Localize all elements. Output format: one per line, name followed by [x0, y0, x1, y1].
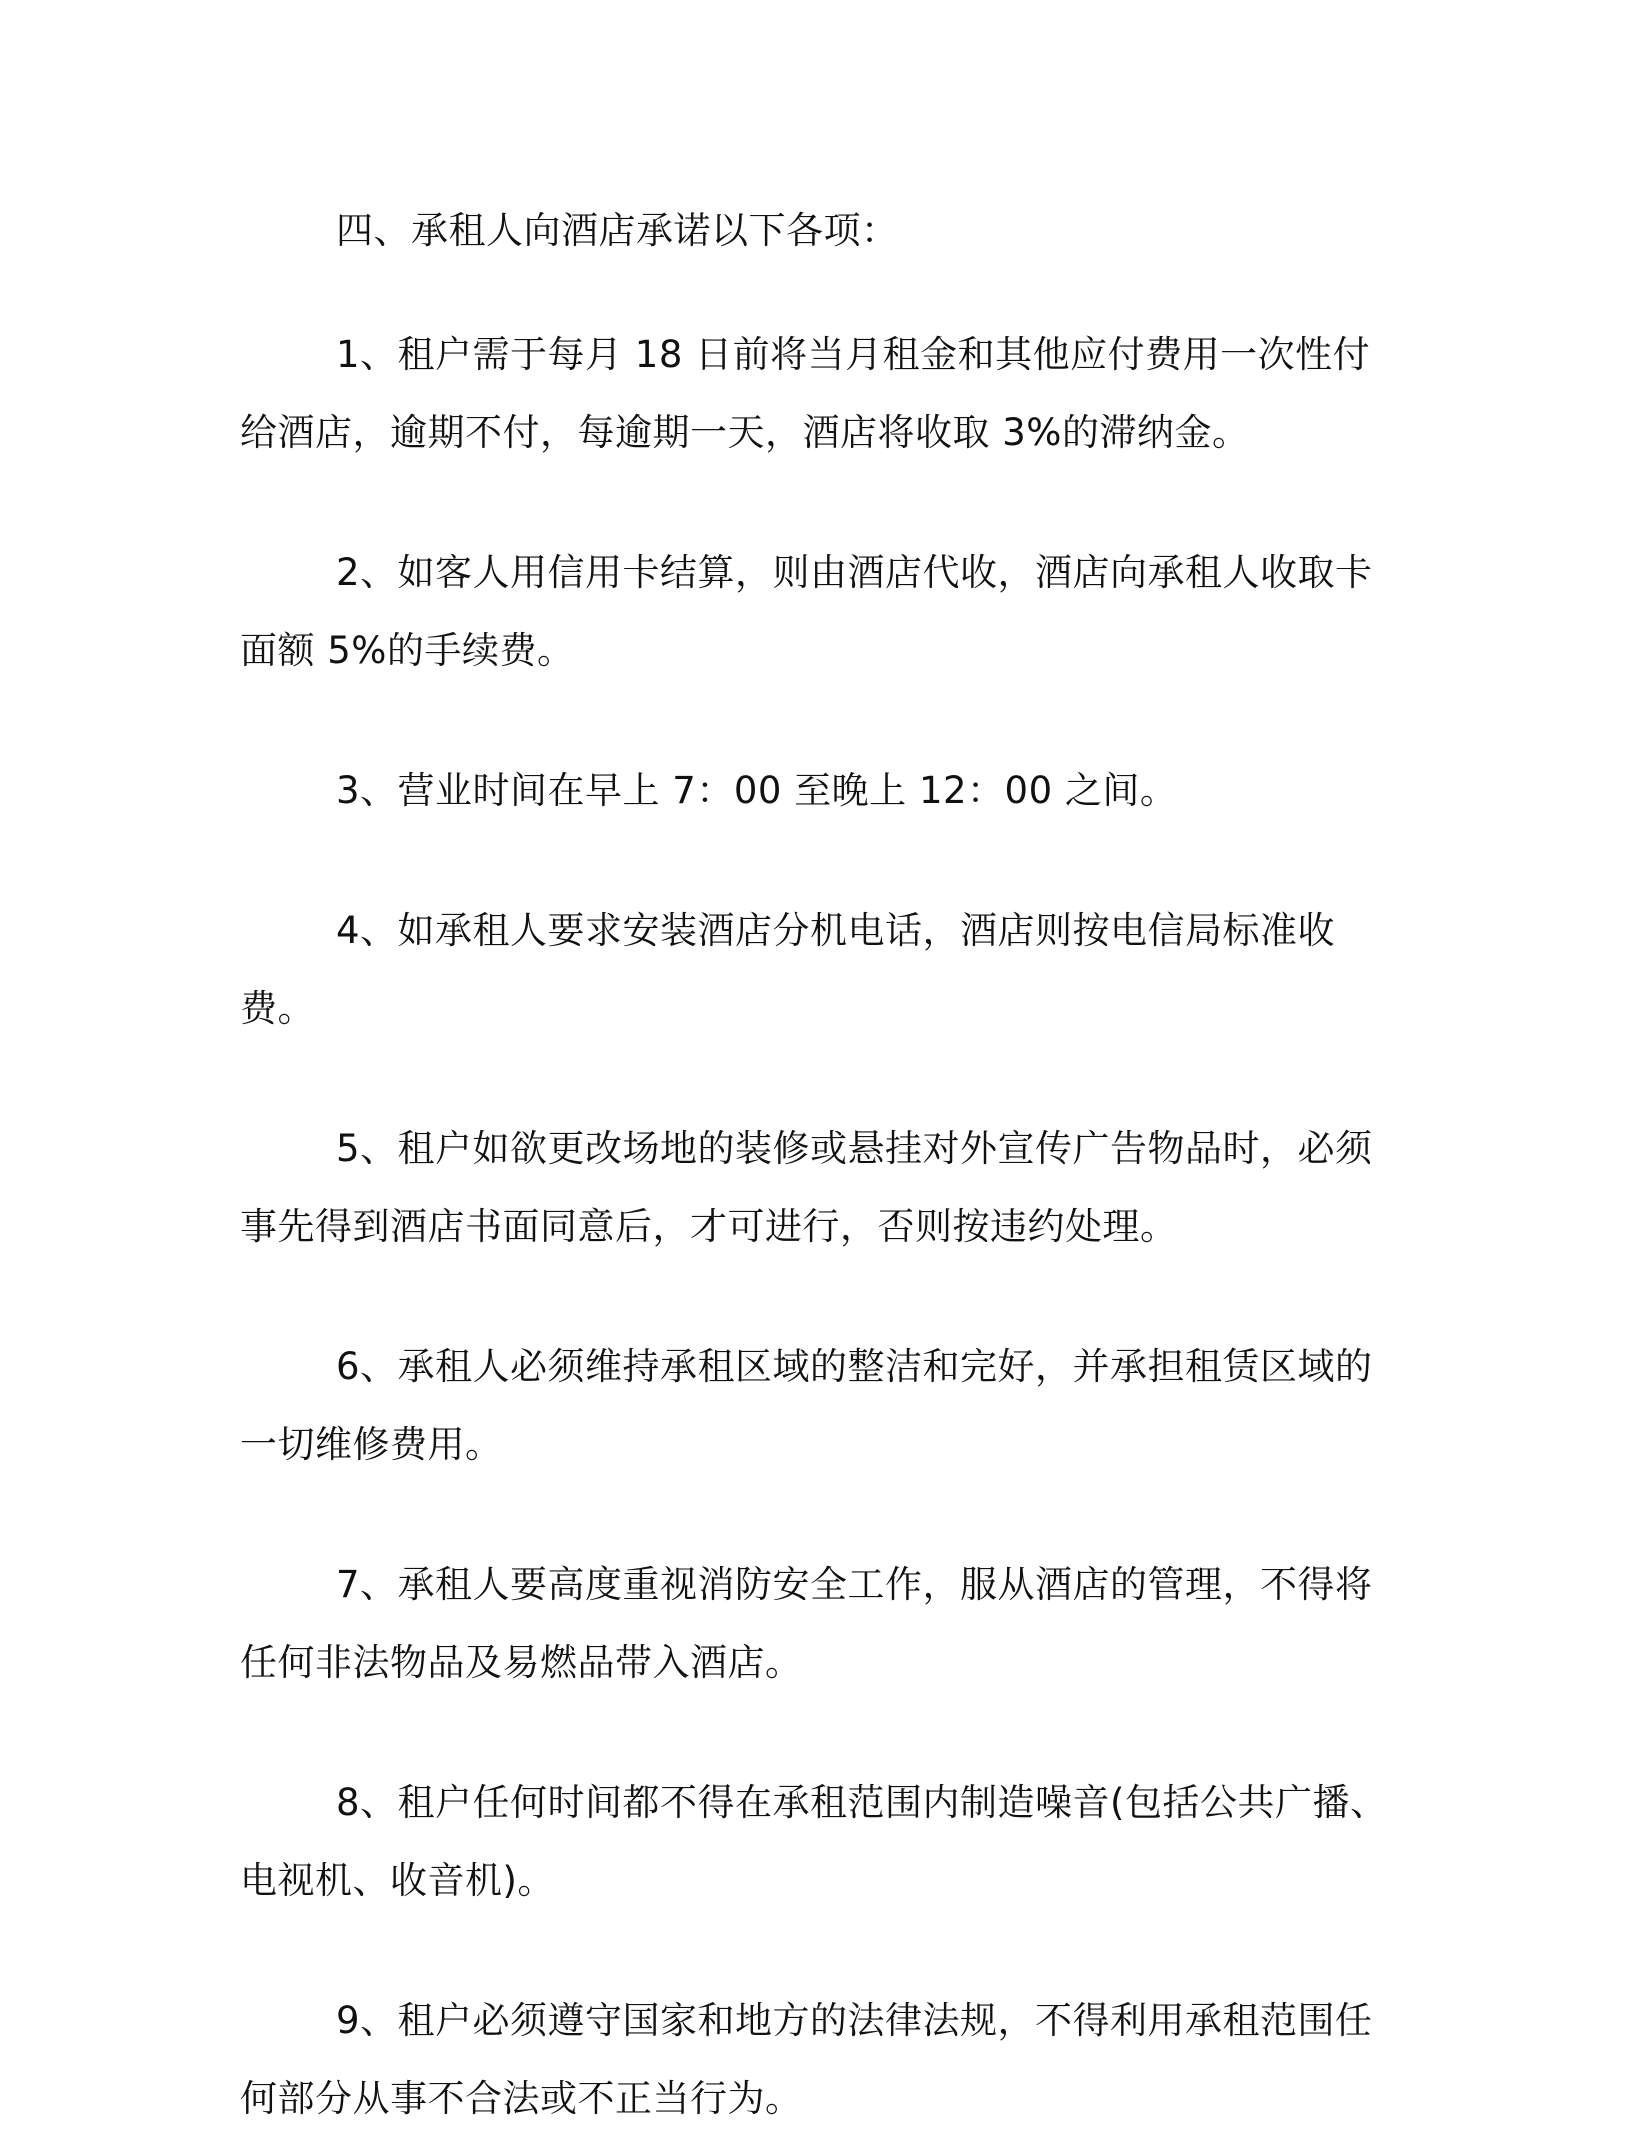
clause-5: 5、租户如欲更改场地的装修或悬挂对外宣传广告物品时，必须事先得到酒店书面同意后，才可进行，否则按违约处理。: [240, 1127, 1373, 1248]
clause-4: 4、如承租人要求安装酒店分机电话，酒店则按电信局标准收费。: [240, 909, 1336, 1030]
clause-6: 6、承租人必须维持承租区域的整洁和完好，并承担租赁区域的一切维修费用。: [240, 1345, 1373, 1466]
clause-1: 1、租户需于每月 18 日前将当月租金和其他应付费用一次性付给酒店，逾期不付，每逾期一天，酒店将收取 3%的滞纳金。: [240, 333, 1371, 454]
clause-8: 8、租户任何时间都不得在承租范围内制造噪音(包括公共广播、电视机、收音机)。: [240, 1781, 1388, 1902]
clause-9: 9、租户必须遵守国家和地方的法律法规，不得利用承租范围任何部分从事不合法或不正当行为。: [240, 1999, 1373, 2120]
clause-7: 7、承租人要高度重视消防安全工作，服从酒店的管理，不得将任何非法物品及易燃品带入酒店。: [240, 1563, 1373, 1684]
clause-3: 3、营业时间在早上 7：00 至晚上 12：00 之间。: [336, 769, 1178, 812]
clause-2: 2、如客人用信用卡结算，则由酒店代收，酒店向承租人收取卡面额 5%的手续费。: [240, 551, 1373, 672]
section-heading: 四、承租人向酒店承诺以下各项：: [336, 209, 899, 252]
